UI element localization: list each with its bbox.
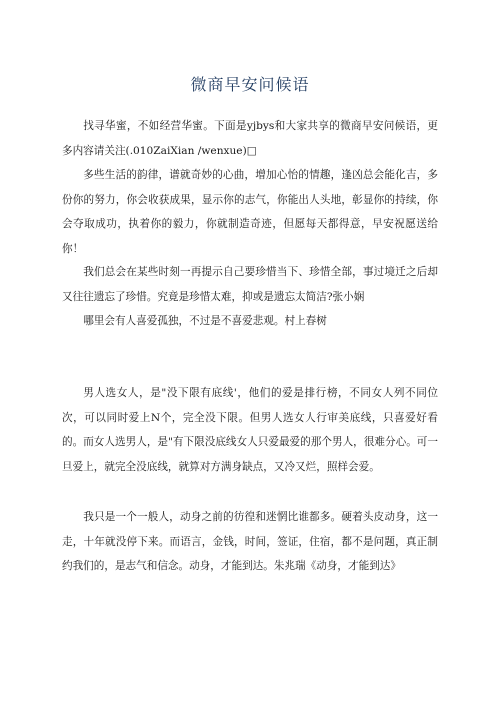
document-title: 微商早安问候语 [190, 75, 310, 94]
paragraph-intro: 找寻华蜜，不如经营华蜜。下面是yjbys和大家共享的微商早安问候语，更多内容请关注(.010ZaiXian /wenxue)□ [62, 120, 438, 157]
paragraph-departure: 我只是一个一般人，动身之前的彷徨和迷惘比谁都多。硬着头皮动身，这一走，十年就没停下来。而语言，金钱，时间，签证，住宿，都不是问题，真正制约我们的，是志气和信念。动身，才能到达。朱兆瑞《动身，才能到达》 [62, 511, 438, 572]
paragraph-loneliness: 哪里会有人喜爱孤独，不过是不喜爱悲观。村上春树 [83, 315, 327, 327]
paragraph-cherish: 我们总会在某些时刻一再提示自己要珍惜当下、珍惜全部，事过境迁之后却又往往遗忘了珍惜。究竟是珍惜太难，抑或是遗忘太简洁?张小娴 [62, 266, 438, 303]
paragraph-greeting: 多些生活的韵律，谱就奇妙的心曲，增加心怡的情趣，逢凶总会能化吉，多份你的努力，你会收获成果，显示你的志气，你能出人头地，彰显你的持续，你会夺取成功，执着你的毅力，你就制造奇迹，但愿每天都得意，早安祝愿送给你！ [62, 169, 438, 255]
paragraph-men-women: 男人选女人，是"没下限有底线'，他们的爱是排行榜，不同女人列不同位次，可以同时爱上N个，完全没下限。但男人选女人行审美底线，只喜爱好看的。而女人选男人，是"有下限没底线女人只爱最爱的那个男人，很难分心。可一旦爱上，就完全没底线，就算对方满身缺点，又冷又烂，照样会爱。 [62, 387, 438, 473]
